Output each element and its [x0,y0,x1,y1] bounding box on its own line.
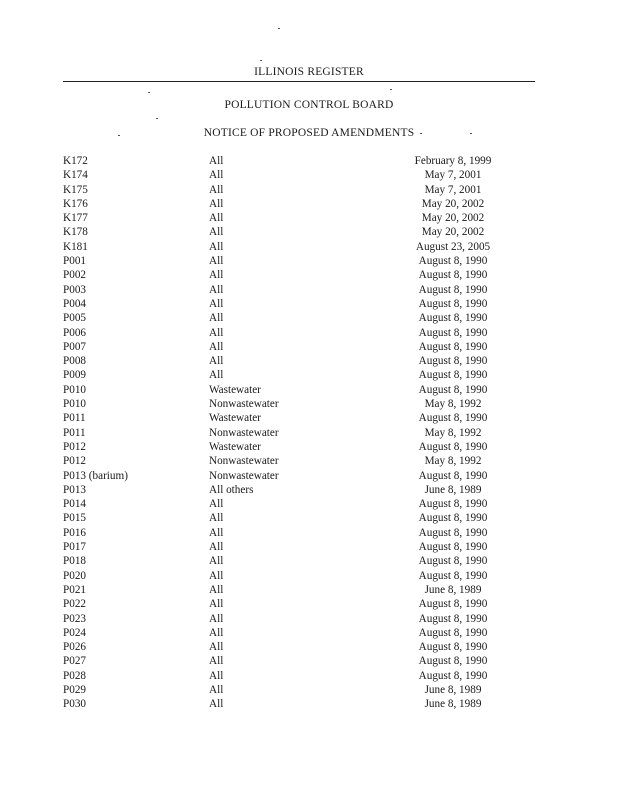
scope-cell: All [209,340,224,353]
scan-speck [260,60,262,61]
table-row [63,183,523,197]
scope-cell: All [209,240,224,253]
scope-cell: All [209,669,224,682]
table-row [63,640,523,654]
scan-speck [420,133,422,134]
waste-code-cell: K177 [63,212,88,225]
table-row [63,569,523,583]
scope-cell: All [209,569,224,582]
effective-date-cell: August 8, 1990 [418,612,488,625]
waste-code-cell: P014 [63,498,87,511]
waste-code-cell: P017 [63,541,87,554]
effective-date-cell: August 8, 1990 [418,569,488,582]
effective-date-cell: May 20, 2002 [421,197,485,210]
board-title: POLLUTION CONTROL BOARD [224,99,394,111]
waste-code-cell: P022 [63,598,87,611]
waste-code-cell: P030 [63,698,87,711]
table-row [63,683,523,697]
effective-date-cell: June 8, 1989 [424,698,482,711]
waste-code-cell: P001 [63,255,87,268]
scope-cell: All [209,283,224,296]
scope-cell: All [209,255,224,268]
waste-code-cell: P006 [63,326,87,339]
scope-cell: All [209,698,224,711]
table-row [63,497,523,511]
effective-date-cell: August 8, 1990 [418,641,488,654]
scope-cell: All [209,641,224,654]
waste-code-cell: P003 [63,283,87,296]
table-row [63,340,523,354]
table-row [63,669,523,683]
effective-date-cell: August 8, 1990 [418,626,488,639]
header-divider [63,81,535,82]
table-row [63,540,523,554]
scope-cell: All [209,197,224,210]
table-row [63,697,523,711]
table-row [63,254,523,268]
effective-date-cell: August 8, 1990 [418,312,488,325]
scope-cell: All [209,226,224,239]
effective-date-cell: August 8, 1990 [418,255,488,268]
scope-cell: All others [209,483,254,496]
waste-code-cell: P029 [63,683,87,696]
waste-code-cell: P026 [63,641,87,654]
effective-date-cell: August 8, 1990 [418,655,488,668]
table-row [63,612,523,626]
waste-code-cell: K178 [63,226,88,239]
effective-date-cell: May 8, 1992 [424,455,482,468]
table-row [63,197,523,211]
waste-code-cell: P016 [63,526,87,539]
effective-date-cell: May 7, 2001 [424,183,482,196]
waste-code-cell: P021 [63,583,87,596]
scan-speck [156,118,158,119]
effective-date-cell: June 8, 1989 [424,583,482,596]
table-row [63,554,523,568]
scope-cell: Wastewater [209,383,261,396]
effective-date-cell: June 8, 1989 [424,683,482,696]
scope-cell: All [209,269,224,282]
scope-cell: All [209,626,224,639]
waste-code-cell: P024 [63,626,87,639]
scope-cell: Wastewater [209,412,261,425]
effective-date-cell: August 8, 1990 [418,469,488,482]
effective-date-cell: August 8, 1990 [418,326,488,339]
table-row [63,211,523,225]
table-row [63,626,523,640]
waste-code-cell: P028 [63,669,87,682]
effective-date-cell: June 8, 1989 [424,483,482,496]
scope-cell: All [209,655,224,668]
scan-speck [118,135,120,136]
effective-date-cell: August 8, 1990 [418,669,488,682]
scope-cell: All [209,355,224,368]
effective-date-cell: August 8, 1990 [418,340,488,353]
table-row [63,597,523,611]
register-title: ILLINOIS REGISTER [254,66,364,78]
table-row [63,297,523,311]
table-row [63,583,523,597]
table-row [63,397,523,411]
waste-code-cell: K172 [63,155,88,167]
scope-cell: All [209,212,224,225]
waste-code-cell: P011 [63,412,86,425]
scope-cell: All [209,512,224,525]
effective-date-cell: August 8, 1990 [418,440,488,453]
effective-date-cell: August 8, 1990 [418,297,488,310]
effective-date-cell: August 8, 1990 [418,355,488,368]
scope-cell: All [209,612,224,625]
effective-date-cell: August 8, 1990 [418,369,488,382]
waste-code-cell: K181 [63,240,88,253]
waste-code-cell: P005 [63,312,87,325]
effective-date-cell: August 8, 1990 [418,526,488,539]
scan-speck [470,133,472,134]
table-row [63,526,523,540]
effective-date-cell: August 8, 1990 [418,383,488,396]
waste-code-cell: P012 [63,455,87,468]
table-row [63,225,523,239]
scope-cell: All [209,598,224,611]
scope-cell: All [209,526,224,539]
effective-date-cell: May 20, 2002 [421,226,485,239]
effective-date-cell: August 8, 1990 [418,512,488,525]
table-row [63,240,523,254]
table-row [63,454,523,468]
effective-date-cell: May 8, 1992 [424,398,482,411]
scan-speck [148,92,150,93]
table-row [63,469,523,483]
scope-cell: All [209,183,224,196]
effective-date-cell: August 8, 1990 [418,555,488,568]
effective-date-cell: August 8, 1990 [418,412,488,425]
scope-cell: All [209,683,224,696]
table-row [63,311,523,325]
table-row [63,654,523,668]
scope-cell: Nonwastewater [209,398,279,411]
waste-code-cell: P013 [63,483,87,496]
table-row [63,354,523,368]
waste-code-cell: P011 [63,426,86,439]
table-row [63,440,523,454]
effective-date-cell: August 8, 1990 [418,541,488,554]
table-row [63,368,523,382]
waste-code-cell: P007 [63,340,87,353]
waste-code-cell: K174 [63,169,88,182]
waste-code-cell: P009 [63,369,87,382]
table-row [63,383,523,397]
scope-cell: All [209,312,224,325]
scope-cell: Wastewater [209,440,261,453]
waste-code-cell: P020 [63,569,87,582]
scope-cell: Nonwastewater [209,455,279,468]
waste-code-cell: P004 [63,297,87,310]
scope-cell: All [209,555,224,568]
scope-cell: All [209,155,224,167]
table-row [63,511,523,525]
table-row [63,483,523,497]
table-row [63,283,523,297]
scope-cell: All [209,498,224,511]
waste-code-cell: P013 (barium) [63,469,128,482]
waste-code-cell: P010 [63,398,87,411]
scope-cell: All [209,369,224,382]
waste-code-cell: P018 [63,555,87,568]
scan-speck [278,28,280,29]
table-row [63,268,523,282]
table-row [63,426,523,440]
waste-code-cell: P012 [63,440,87,453]
effective-date-cell: May 8, 1992 [424,426,482,439]
scope-cell: Nonwastewater [209,426,279,439]
notice-title: NOTICE OF PROPOSED AMENDMENTS [203,127,415,139]
waste-code-cell: P008 [63,355,87,368]
scope-cell: All [209,541,224,554]
table-row [63,168,523,182]
effective-date-cell: August 8, 1990 [418,598,488,611]
scope-cell: All [209,583,224,596]
effective-date-cell: August 8, 1990 [418,498,488,511]
effective-date-cell: August 8, 1990 [418,283,488,296]
waste-code-cell: K175 [63,183,88,196]
scan-speck [390,89,392,90]
table-row [63,326,523,340]
table-row [63,154,523,168]
waste-code-table [63,154,523,712]
waste-code-cell: P010 [63,383,87,396]
effective-date-cell: May 20, 2002 [421,212,485,225]
effective-date-cell: August 23, 2005 [415,240,491,253]
scope-cell: All [209,169,224,182]
waste-code-cell: P015 [63,512,87,525]
effective-date-cell: August 8, 1990 [418,269,488,282]
scope-cell: Nonwastewater [209,469,279,482]
waste-code-cell: P002 [63,269,87,282]
effective-date-cell: February 8, 1999 [414,155,492,167]
effective-date-cell: May 7, 2001 [424,169,482,182]
waste-code-cell: P027 [63,655,87,668]
waste-code-cell: K176 [63,197,88,210]
scope-cell: All [209,297,224,310]
table-row [63,411,523,425]
waste-code-cell: P023 [63,612,87,625]
scope-cell: All [209,326,224,339]
